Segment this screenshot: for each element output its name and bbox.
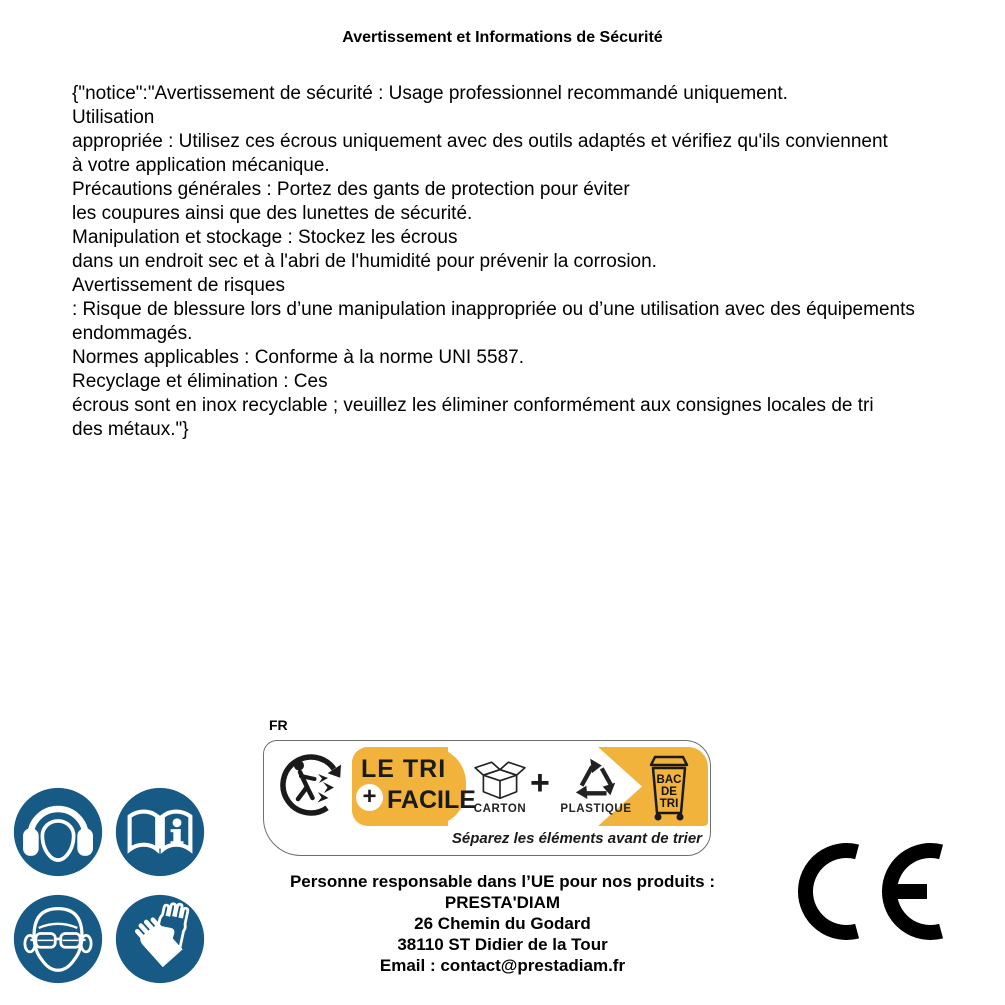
notice-line: Avertissement de risques bbox=[72, 275, 285, 296]
notice-line: des métaux."} bbox=[72, 419, 189, 440]
recycling-triangle-icon bbox=[553, 751, 639, 803]
material-plastique-label: PLASTIQUE bbox=[560, 803, 632, 815]
company-name: PRESTA'DIAM bbox=[444, 893, 561, 912]
sorting-bin-icon bbox=[643, 752, 695, 822]
notice-line: les coupures ainsi que des lunettes de sécurité. bbox=[72, 203, 473, 224]
country-code-label: FR bbox=[269, 717, 288, 733]
safety-notice-text bbox=[72, 82, 915, 442]
ce-marking-icon bbox=[795, 840, 945, 945]
notice-line: Normes applicables : Conforme à la norme UNI 5587. bbox=[72, 347, 524, 368]
contact-email: Email : contact@prestadiam.fr bbox=[379, 956, 626, 975]
triman-icon bbox=[278, 749, 346, 823]
notice-line: {"notice":"Avertissement de sécurité : Usage professionnel recommandé uniquement. bbox=[72, 83, 788, 104]
notice-line: Recyclage et élimination : Ces bbox=[72, 371, 328, 392]
notice-line: à votre application mécanique. bbox=[72, 155, 330, 176]
materials-plus-sign: + bbox=[530, 764, 550, 802]
notice-line: endommagés. bbox=[72, 323, 193, 344]
bin-label-line2: DE bbox=[661, 786, 677, 798]
page-title: Avertissement et Informations de Sécurité bbox=[342, 29, 663, 46]
tri-facile-line1: LE TRI bbox=[361, 755, 447, 783]
notice-line: dans un endroit sec et à l'abri de l'humidité pour prévenir la corrosion. bbox=[72, 251, 657, 272]
notice-line: écrous sont en inox recyclable ; veuillez les éliminer conformément aux consignes locales de tri bbox=[72, 395, 874, 416]
bin-label-line3: TRI bbox=[659, 798, 679, 810]
material-carton-label: CARTON bbox=[473, 803, 527, 815]
read-instruction-manual-icon bbox=[114, 786, 206, 878]
infotri-band bbox=[352, 747, 708, 826]
notice-line: Utilisation bbox=[72, 107, 155, 128]
address-city: 38110 ST Didier de la Tour bbox=[397, 935, 608, 954]
address-street: 26 Chemin du Godard bbox=[414, 914, 591, 933]
notice-line: Précautions générales : Portez des gants de protection pour éviter bbox=[72, 179, 630, 200]
bin-label-line1: BAC bbox=[656, 774, 682, 786]
infotri-recycling-panel bbox=[263, 740, 711, 856]
wear-ear-protection-icon bbox=[12, 786, 104, 878]
tri-facile-line2: FACILE bbox=[387, 786, 476, 814]
notice-line: : Risque de blessure lors d’une manipulation inappropriée ou d’une utilisation avec des équipements bbox=[72, 299, 915, 320]
notice-line: Manipulation et stockage : Stockez les écrous bbox=[72, 227, 458, 248]
sorting-instruction-text: Séparez les éléments avant de trier bbox=[451, 830, 702, 847]
tri-facile-plus-badge: + bbox=[356, 784, 383, 811]
notice-line: appropriée : Utilisez ces écrous uniquement avec des outils adaptés et vérifiez qu'ils conviennent bbox=[72, 131, 888, 152]
material-plastique bbox=[553, 751, 639, 815]
responsible-intro: Personne responsable dans l’UE pour nos produits : bbox=[289, 872, 716, 891]
